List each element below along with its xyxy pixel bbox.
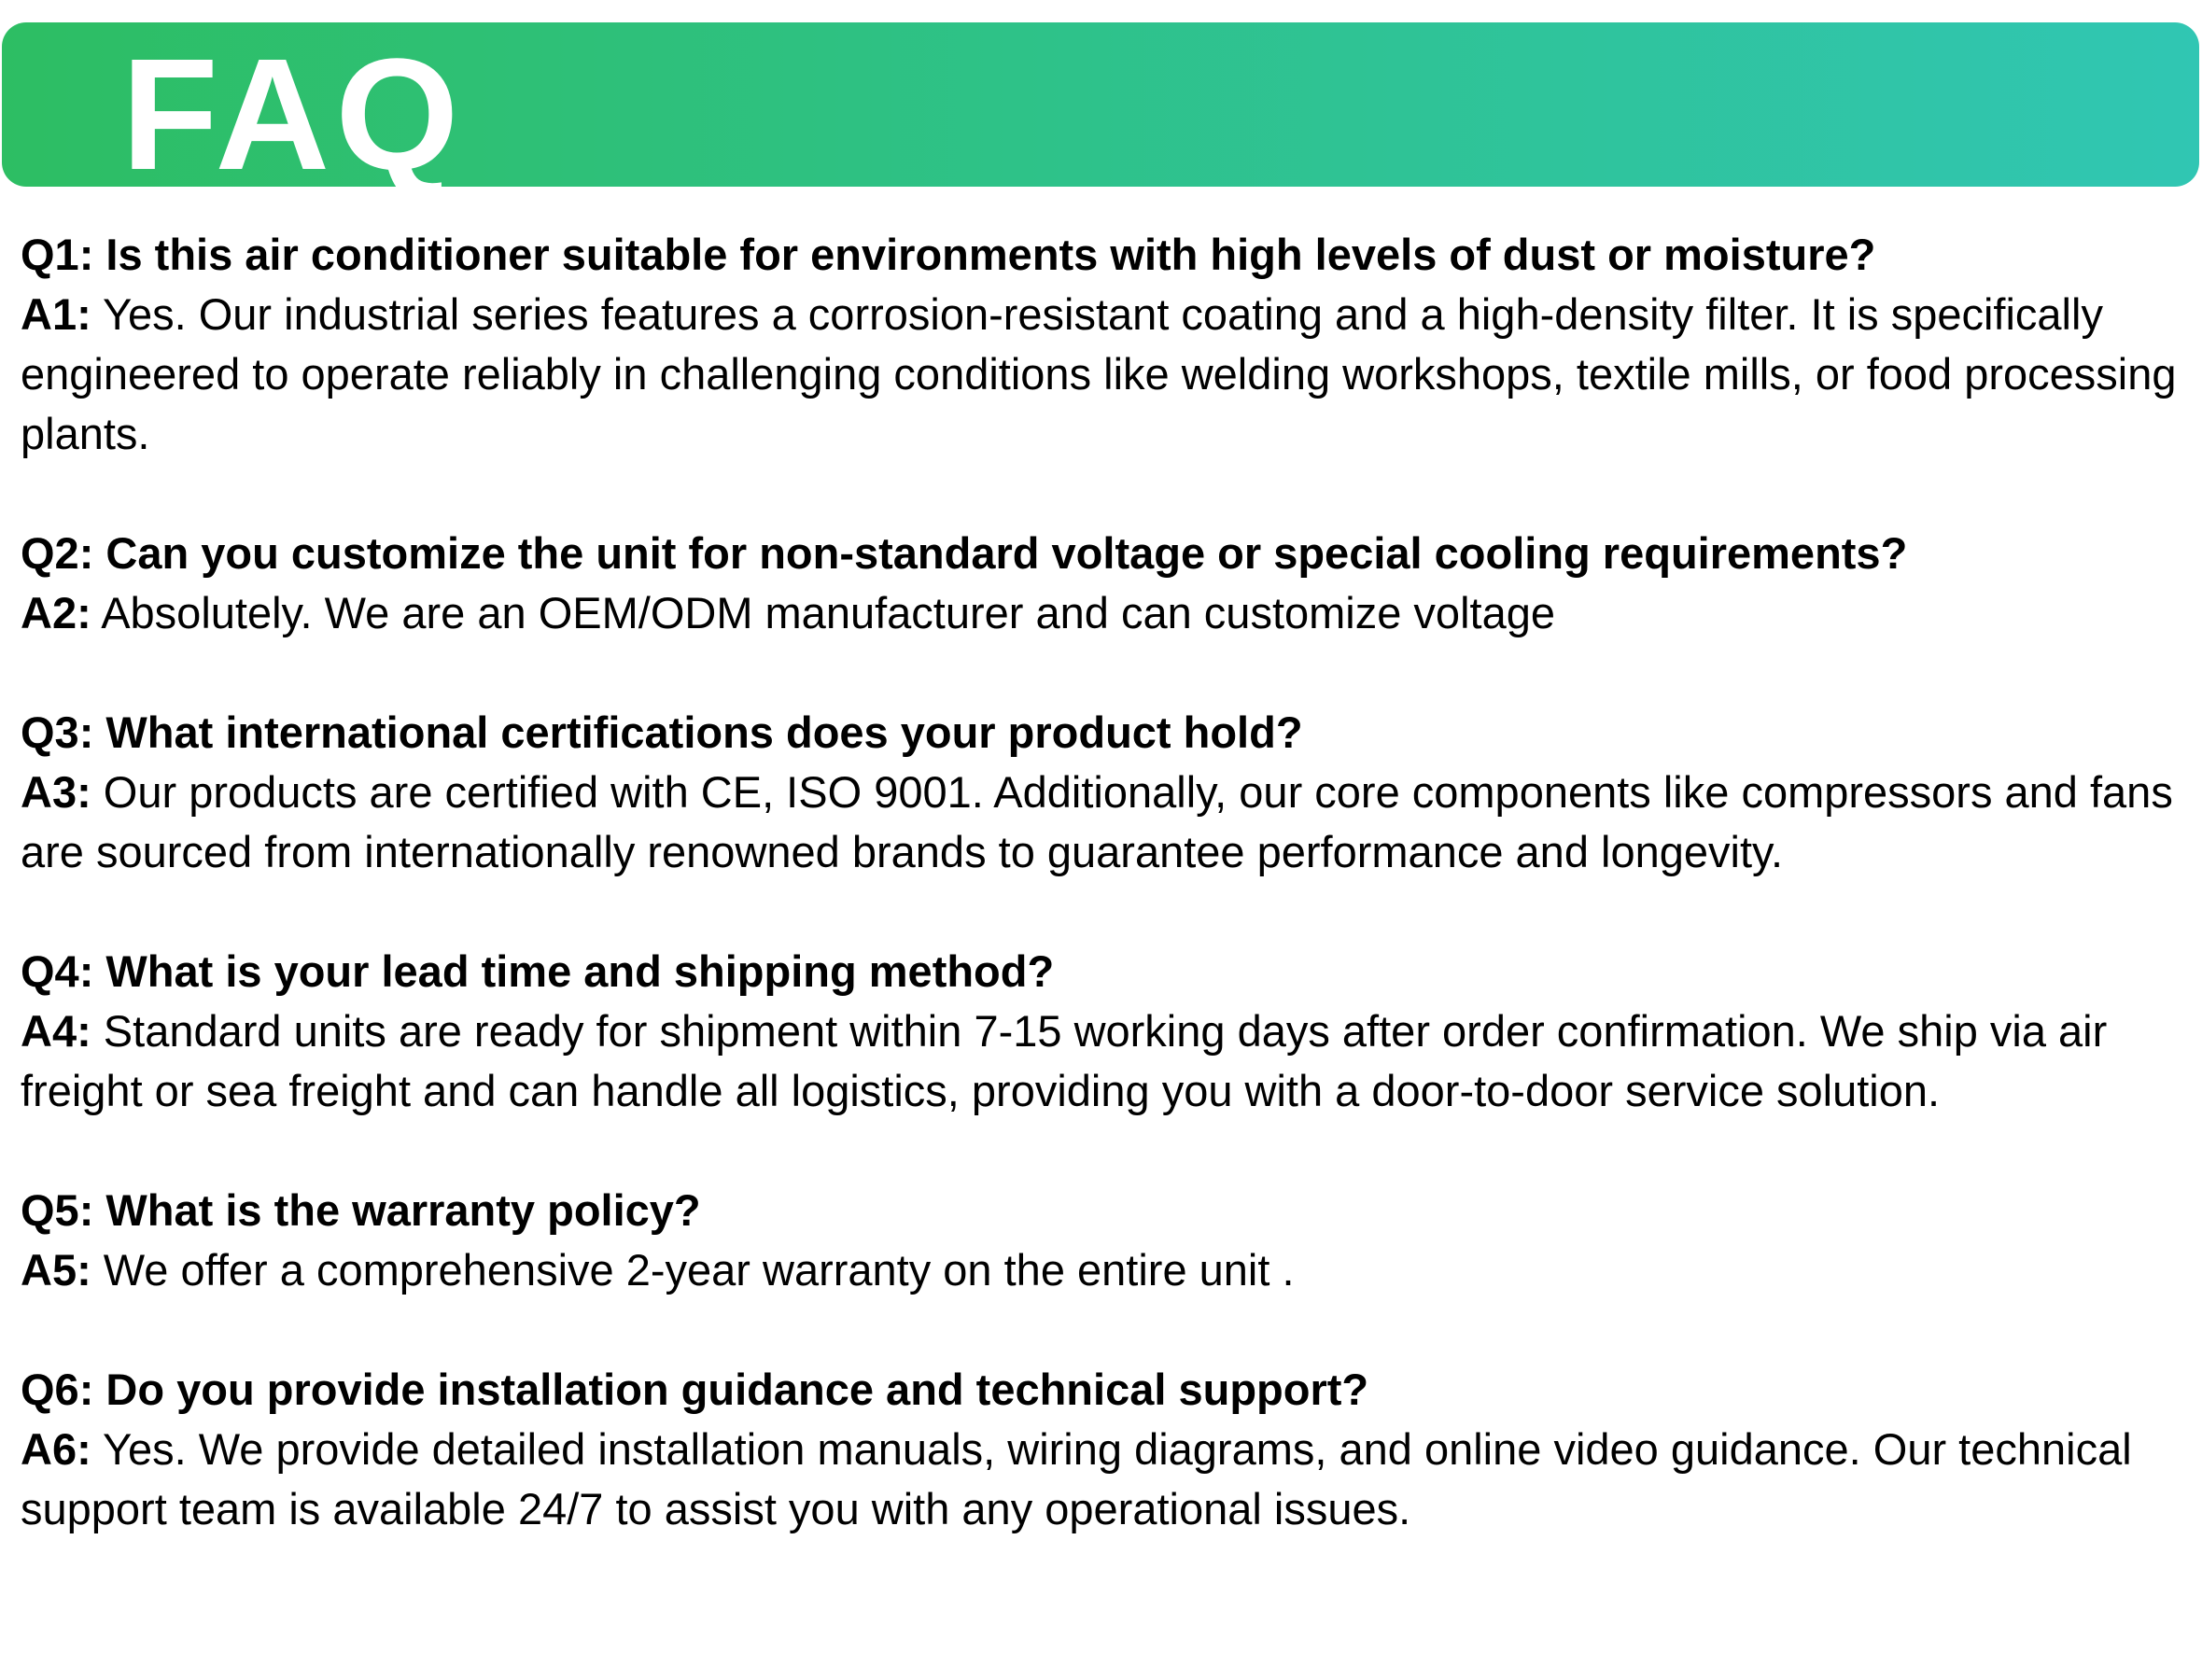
faq-item-4	[21, 942, 2186, 1121]
faq-item-1	[21, 225, 2186, 464]
faq-answer-6	[21, 1420, 2186, 1539]
faq-question-3: Q3: What international certifications does your product hold?	[21, 707, 1303, 757]
faq-answer-text-5: We offer a comprehensive 2-year warranty on the entire unit .	[91, 1245, 1295, 1295]
faq-banner	[2, 22, 2199, 203]
faq-answer-text-4: Standard units are ready for shipment within 7-15 working days after order confirmation. We ship via air freight or sea freight and can handle all logistics, providing you with a door-to-door service solution.	[21, 1006, 2108, 1115]
faq-item-3	[21, 703, 2186, 882]
faq-answer-prefix-3: A3:	[21, 767, 91, 817]
faq-answer-3	[21, 763, 2186, 882]
faq-answer-text-3: Our products are certified with CE, ISO 9001. Additionally, our core components like compressors and fans are sourced from internationally renowned brands to guarantee performance and longevity.	[21, 767, 2173, 876]
faq-answer-5	[21, 1240, 2186, 1300]
faq-question-1: Q1: Is this air conditioner suitable for environments with high levels of dust or moisture?	[21, 230, 1876, 279]
faq-question-2: Q2: Can you customize the unit for non-standard voltage or special cooling requirements?	[21, 528, 1908, 578]
faq-answer-prefix-2: A2:	[21, 588, 91, 637]
faq-answer-prefix-6: A6:	[21, 1424, 91, 1474]
faq-answer-4	[21, 1001, 2186, 1121]
faq-answer-2	[21, 583, 2186, 643]
faq-question-5: Q5: What is the warranty policy?	[21, 1185, 701, 1235]
faq-answer-prefix-4: A4:	[21, 1006, 91, 1056]
faq-answer-text-6: Yes. We provide detailed installation manuals, wiring diagrams, and online video guidance. Our technical support team is available 24/7 to assist you with any operational issues.	[21, 1424, 2132, 1533]
faq-answer-1	[21, 285, 2186, 464]
faq-title: FAQ	[121, 26, 465, 203]
faq-question-6: Q6: Do you provide installation guidance and technical support?	[21, 1365, 1369, 1414]
faq-answer-prefix-1: A1:	[21, 289, 91, 339]
faq-answer-prefix-5: A5:	[21, 1245, 91, 1295]
faq-item-2	[21, 524, 2186, 643]
faq-answer-text-2: Absolutely. We are an OEM/ODM manufacturer and can customize voltage	[91, 588, 1555, 637]
faq-item-6	[21, 1360, 2186, 1539]
faq-list	[21, 225, 2186, 1539]
faq-question-4: Q4: What is your lead time and shipping method?	[21, 946, 1055, 996]
faq-answer-text-1: Yes. Our industrial series features a corrosion-resistant coating and a high-density filter. It is specifically engineered to operate reliably in challenging conditions like welding workshops, textile mills, or food processing plants.	[21, 289, 2177, 458]
faq-item-5	[21, 1181, 2186, 1300]
